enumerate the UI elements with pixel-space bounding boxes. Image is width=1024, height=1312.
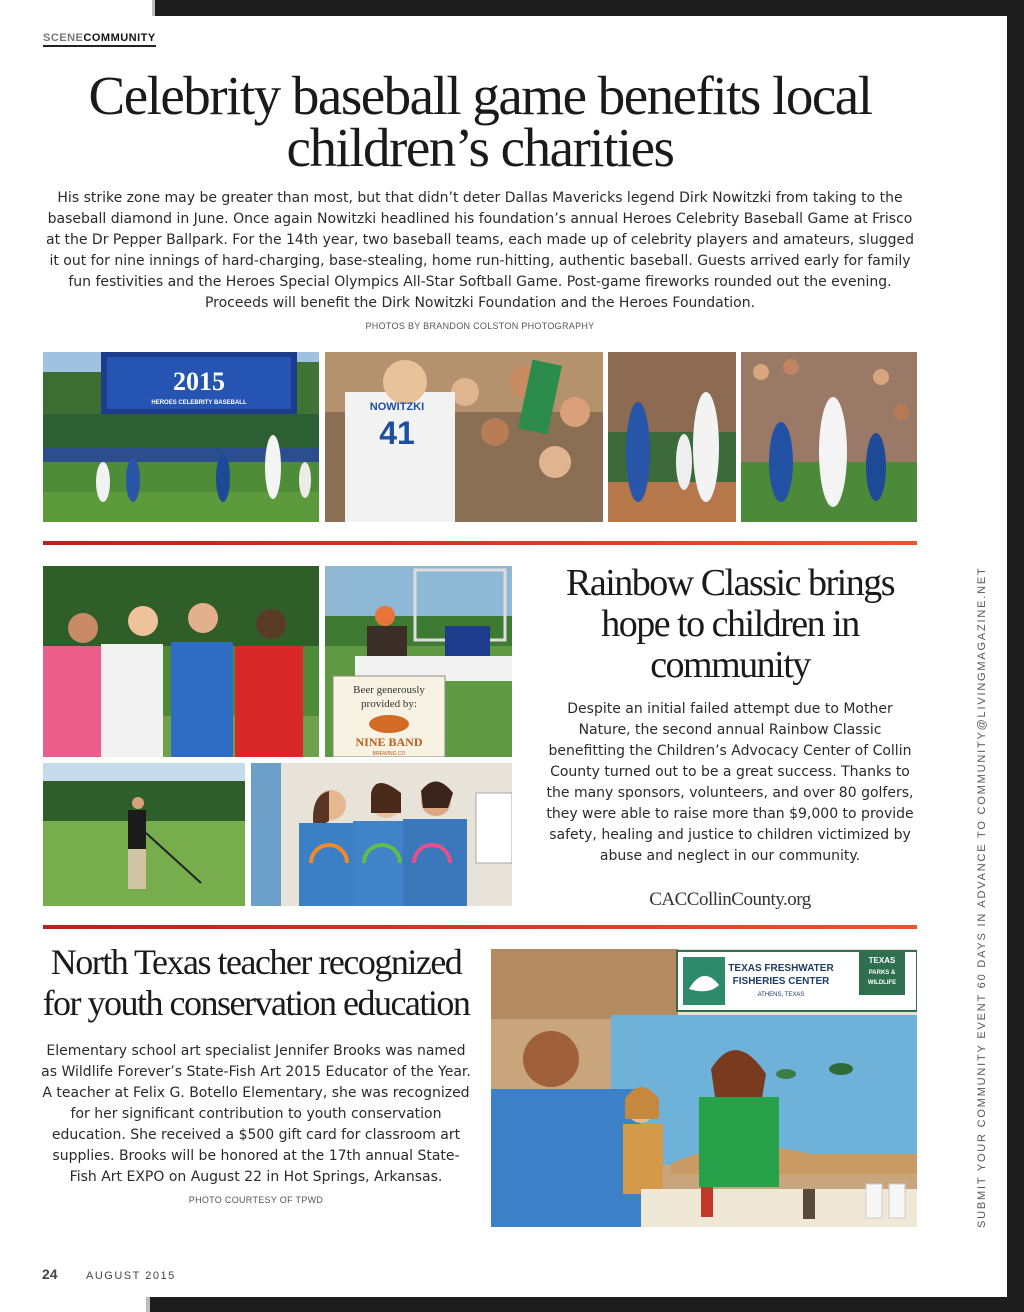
article1-photo-credit: PHOTOS BY BRANDON COLSTON PHOTOGRAPHY — [365, 321, 595, 331]
page-frame-bottom — [150, 1297, 1024, 1312]
sign-line1: Beer generously — [353, 684, 425, 696]
photo-nowitzki-fans — [325, 352, 603, 522]
photo-golfer-swing — [43, 763, 245, 906]
photo-beer-sponsor — [325, 566, 512, 757]
article2-body: Despite an initial failed attempt due to Mother Nature, the second annual Rainbow Classic benefitting the Children’s Advocacy Center of Collin County turned out to be a great success. Thanks to the many sponsors, volunteers, and over 80 golfers, they were able to raise more than $9,000 to provide safety, healing and justice to children victimized by abuse and neglect in our community. — [546, 701, 914, 864]
page-frame-top — [155, 0, 1024, 16]
section-tag — [43, 32, 156, 47]
photo-volunteers — [251, 763, 512, 906]
article1-headline-line2: children’s charities — [286, 117, 674, 178]
sign-sub: BREWING CO — [372, 751, 406, 757]
scoreboard-year: 2015 — [173, 367, 225, 396]
article3-headline — [38, 942, 474, 1024]
page-number: 24 — [42, 1266, 58, 1282]
sign-line2: provided by: — [361, 698, 417, 710]
photo-player-crowd — [741, 352, 917, 522]
page-frame-right — [1007, 0, 1024, 1312]
section-divider-2 — [43, 925, 917, 929]
article1-body: His strike zone may be greater than most, but that didn’t deter Dallas Mavericks legend Dirk Nowitzki from taking to the baseball diamond in June. Once again Nowitzki headlined his foundation’s annual Heroes Celebrity Baseball Game at Frisco at the Dr Pepper Ballpark. For the 14th year, two baseball teams, each made up of celebrity players and amateurs, slugged it out for nine innings of hard-charging, base-stealing, home run-hitting, authentic baseball. Guests arrived early for family fun festivities and the Heroes Special Olympics All-Star Softball Game. Post-game fireworks rounded out the evening. Proceeds will benefit the Dirk Nowitzki Foundation and the Heroes Foundation. — [45, 190, 915, 311]
tpwd-line2: PARKS & — [868, 970, 896, 976]
article3-body: Elementary school art specialist Jennifer Brooks was named as Wildlife Forever’s State-Fish Art 2015 Educator of the Year. A teacher at Felix G. Botello Elementary, she was recognized for her significant contribution to youth conservation education. She received a $500 gift card for classroom art supplies. Brooks will be honored at the 17th annual State-Fish Art EXPO on August 22 in Hot Springs, Arkansas. — [41, 1043, 471, 1185]
banner-line2: FISHERIES CENTER — [732, 976, 830, 987]
article3-headline-line1: North Texas teacher recognized — [50, 942, 462, 982]
jersey-name: NOWITZKI — [369, 401, 425, 413]
banner-line3: ATHENS, TEXAS — [757, 992, 805, 998]
section-scene-label: SCENE — [43, 32, 84, 44]
article2-headline — [540, 563, 920, 686]
section-community-label: COMMUNITY — [83, 32, 156, 44]
article2-headline-line1: Rainbow Classic brings — [566, 562, 894, 604]
article1-headline — [40, 65, 920, 178]
photo-fisheries-center — [491, 949, 917, 1227]
submit-event-notice: SUBMIT YOUR COMMUNITY EVENT 60 DAYS IN ADVANCE TO COMMUNITY@LIVINGMAGAZINE.NET — [976, 566, 988, 1228]
scoreboard-caption: HEROES CELEBRITY BASEBALL — [151, 400, 247, 406]
jersey-number: 41 — [379, 415, 415, 451]
article3-photo-credit: PHOTO COURTESY OF TPWD — [188, 1195, 324, 1205]
photo-high-five — [608, 352, 736, 522]
article2-headline-line2: hope to children in — [601, 603, 859, 645]
tpwd-line3: WILDLIFE — [867, 980, 897, 986]
tpwd-line1: TEXAS — [868, 956, 896, 965]
page-footer — [42, 1266, 176, 1284]
article2-website-link[interactable]: CACCollinCounty.org — [649, 889, 811, 910]
issue-date: AUGUST 2015 — [86, 1270, 176, 1282]
article3-headline-line2: for youth conservation education — [42, 983, 470, 1023]
article2-headline-line3: community — [650, 644, 810, 686]
photo-scoreboard-field — [43, 352, 319, 522]
banner-line1: TEXAS FRESHWATER — [728, 963, 834, 974]
page-frame-top-left — [0, 0, 155, 16]
sign-brand: NINE BAND — [355, 735, 423, 749]
article1-headline-line1: Celebrity baseball game benefits local — [88, 65, 872, 126]
section-divider-1 — [43, 541, 917, 545]
photo-golfers-group — [43, 566, 319, 757]
